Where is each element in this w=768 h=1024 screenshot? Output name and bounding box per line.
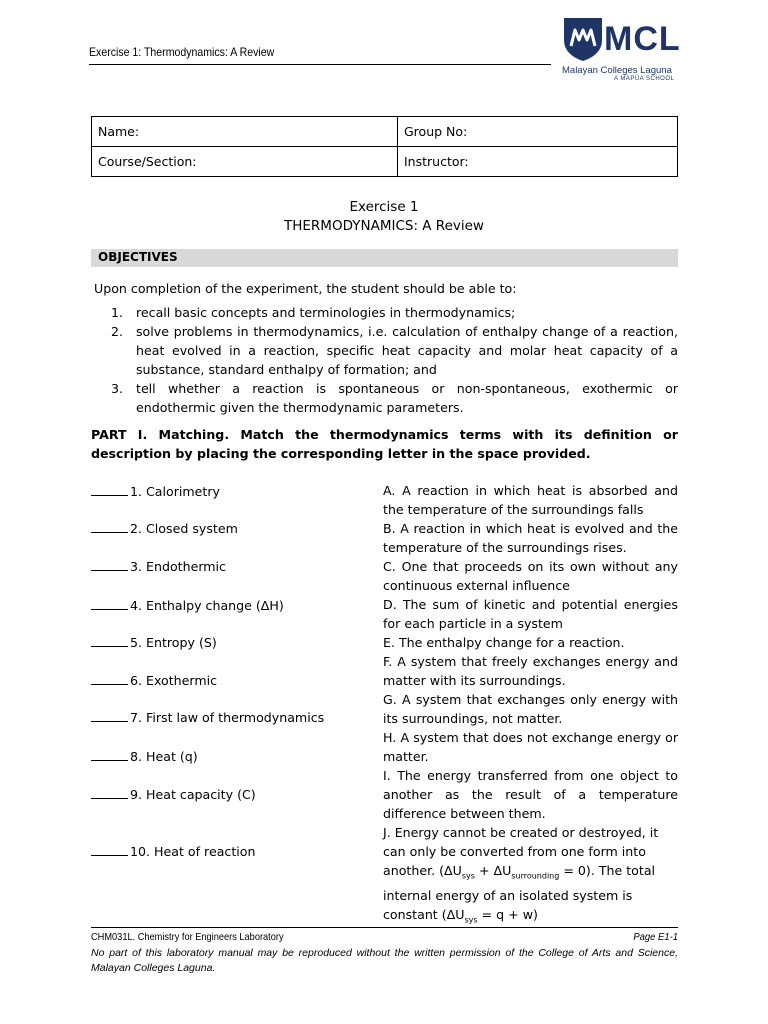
name-cell[interactable] [92,117,398,147]
definitions-column [383,481,678,929]
answer-blank[interactable] [91,787,128,799]
definition-item: H. A system that does not exchange energy or matter. [383,730,678,764]
instructor-label: Instructor: [404,154,469,169]
answer-blank[interactable] [91,749,128,761]
course-label: Course/Section: [98,154,197,169]
term-item [91,671,217,690]
definition-item: C. One that proceeds on its own without any continuous external influence [383,559,678,593]
answer-blank[interactable] [91,559,128,571]
exercise-number: Exercise 1 [349,199,419,215]
answer-blank[interactable] [91,484,128,496]
logo-tagline: A MAPÚA SCHOOL [614,76,675,82]
answer-blank[interactable] [91,844,128,856]
term-label: 3. Endothermic [130,559,226,574]
definition-item: A. A reaction in which heat is absorbed and the temperature of the surroundings falls [383,483,678,517]
objective-item [111,303,678,322]
term-item [91,519,238,538]
objectives-heading: OBJECTIVES [98,250,178,264]
term-item [91,785,256,804]
term-label: 8. Heat (q) [130,749,198,764]
objectives-list [111,303,678,417]
logo-subtitle: Malayan Colleges Laguna [562,65,672,76]
term-label: 1. Calorimetry [130,484,220,499]
objective-item [111,379,678,417]
objective-text: tell whether a reaction is spontaneous or non-spontaneous, exothermic or endothermic given the thermodynamic parameters. [136,381,678,415]
term-item [91,633,217,652]
footer-rule [91,927,678,928]
objectives-heading-bar [91,249,678,267]
term-label: 10. Heat of reaction [130,844,256,859]
footer-copyright-note: No part of this laboratory manual may be reproduced without the written permission of the College of Arts and Science, Malayan Colleges Laguna. [91,947,678,974]
definition-item-j: J. Energy cannot be created or destroyed, it can only be converted from one form into another. $(\Delta U_{sys} + \Delta U_{surrounding} = 0)$. The total internal energy of an isolated system is constant $(\Delta U_{sys} = q + w)$ [383,825,659,925]
document-header-title: Exercise 1: Thermodynamics: A Review [89,45,275,59]
part1-instruction: PART I. Matching. Match the thermodynamics terms with its definition or description by placing the corresponding letter in the space provided. [91,427,678,461]
definition-item: D. The sum of kinetic and potential energies for each particle in a system [383,597,678,631]
term-label: 9. Heat capacity (C) [130,787,256,802]
answer-blank[interactable] [91,521,128,533]
objectives-intro: Upon completion of the experiment, the student should be able to: [94,281,517,296]
definition-item: F. A system that freely exchanges energy and matter with its surroundings. [383,654,678,688]
footer-course: CHM031L. Chemistry for Engineers Laboratory [91,931,284,943]
definition-item: G. A system that exchanges only energy with its surroundings, not matter. [383,692,678,726]
header-rule [89,64,551,65]
term-label: 2. Closed system [130,521,238,536]
term-label: 5. Entropy (S) [130,635,217,650]
answer-blank[interactable] [91,710,128,722]
group-cell[interactable] [398,117,678,147]
objective-number: 1. [111,305,124,320]
term-label: 4. Enthalpy change (ΔH) [130,598,284,613]
exercise-title: THERMODYNAMICS: A Review [284,218,484,234]
answer-blank[interactable] [91,673,128,685]
name-label: Name: [98,124,140,139]
term-item [91,747,198,766]
term-label: 7. First law of thermodynamics [130,710,325,725]
course-cell[interactable] [92,147,398,177]
objective-number: 3. [111,381,124,396]
answer-blank[interactable] [91,635,128,647]
term-item [91,557,226,576]
answer-blank[interactable] [91,598,128,610]
objective-text: recall basic concepts and terminologies in thermodynamics; [136,305,516,320]
definition-item: B. A reaction in which heat is evolved and the temperature of the surroundings rises. [383,521,678,555]
objective-number: 2. [111,324,124,339]
objective-item [111,322,678,379]
term-item [91,482,220,501]
term-label: 6. Exothermic [130,673,218,688]
term-item [91,708,324,727]
term-item [91,842,255,861]
footer-page-number: Page E1-1 [633,931,678,943]
definition-item: E. The enthalpy change for a reaction. [383,635,625,650]
group-label: Group No: [404,124,468,139]
student-info-table [91,116,678,177]
definition-item: I. The energy transferred from one object to another as the result of a temperature difference between them. [383,768,678,821]
mcl-shield-logo-icon [562,16,604,62]
term-item [91,596,284,615]
logo-text: MCL [604,20,681,58]
objective-text: solve problems in thermodynamics, i.e. calculation of enthalpy change of a reaction, heat evolved in a reaction, specific heat capacity and molar heat capacity of a substance, standard enthalpy of formation; and [136,324,678,377]
instructor-cell[interactable] [398,147,678,177]
